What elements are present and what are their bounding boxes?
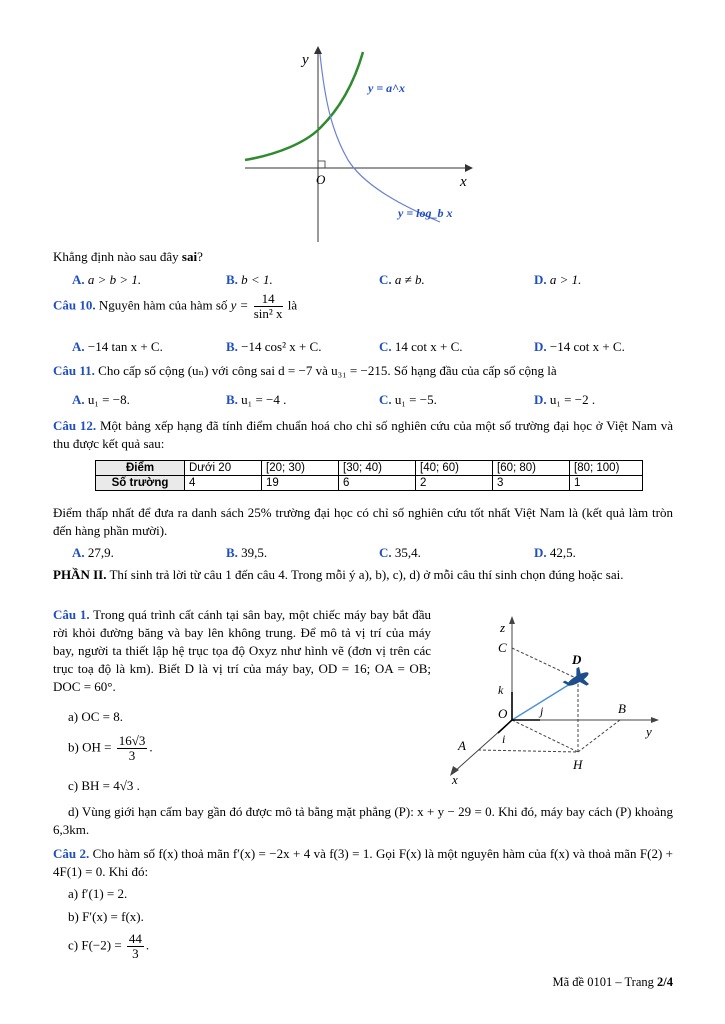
table-cell: 2 [416, 476, 493, 491]
oh-dashed [512, 720, 578, 752]
table-cell: Dưới 20 [185, 461, 262, 476]
table-cell: [60; 80) [493, 461, 570, 476]
q12-question: Điểm thấp nhất để đưa ra danh sách 25% trường đại học có chỉ số nghiên cứu tốt nhất Việt Nam là (kết quả làm tròn đến hàng phần mười). [53, 505, 673, 538]
c2-c-fraction: $\frac{44}{3}$ [128, 931, 142, 961]
q10-option-d[interactable]: D. −14 cot x + C. [534, 339, 625, 354]
q11-option-a[interactable]: A. u₁ = −8. [72, 392, 130, 407]
q11-option-b[interactable]: B. u₁ = −4 . [226, 392, 287, 407]
c2-c[interactable]: c) F(−2) = $\frac{44}{3}$ . [68, 931, 150, 961]
q9-option-a[interactable]: A. a > b > 1. [72, 272, 142, 287]
c1-a[interactable]: a) OC = 8. [68, 709, 123, 724]
c2-b[interactable]: b) F′(x) = f(x). [68, 909, 144, 924]
y-arrow [651, 717, 659, 723]
curve1-label: y = a^x [368, 81, 406, 95]
y-label: y [302, 52, 309, 68]
curve-exponential [245, 52, 363, 160]
c1-b[interactable]: b) OH = $\frac{16√3}{3}$ . [68, 733, 153, 763]
fig-z: z [500, 620, 506, 635]
c1-stem: Câu 1. Trong quá trình cất cánh tại sân bay, một chiếc máy bay bắt đầu rời khỏi đường băng và bay lên không trung. Để mô tả vị trí của máy bay, người ta thiết lập hệ trục tọa độ Oxyz như hình vẽ (đơn vị trên các trục toạ độ là km). Biết D là vị trí của máy bay, OD = 16; OA = OB; DOC = 60°. [53, 607, 432, 694]
y-arrow [314, 46, 322, 54]
ah-dashed [478, 750, 578, 752]
right-angle-mark [318, 161, 325, 168]
q10-fraction: $\frac{14}{\text{sin² x}}$ [253, 291, 283, 321]
bh-dashed [578, 720, 620, 752]
airplane-3d-figure [440, 612, 675, 787]
part2-heading: PHẦN II. Thí sinh trả lời từ câu 1 đến câu 4. Trong mỗi ý a), b), c), d) ở mỗi câu thí sinh chọn đúng hoặc sai. [53, 567, 624, 582]
table-cell: [30; 40) [339, 461, 416, 476]
curve2-label: y = log_b x [398, 206, 453, 220]
fig-d: D [572, 652, 582, 667]
fig-k: k [498, 683, 504, 697]
q12-stem: Câu 12. Một bảng xếp hạng đã tính điểm chuẩn hoá cho chỉ số nghiên cứu của một số trường đại học ở Việt Nam và thu được kết quả sau: [53, 418, 673, 451]
c1-c[interactable]: c) BH = 4√3 . [68, 778, 140, 793]
q10-stem: Câu 10. Nguyên hàm của hàm số y = $\frac{14}{\text{sin² x}}$ là [53, 291, 298, 321]
q12-option-d[interactable]: D. 42,5. [534, 545, 576, 560]
table-cell: [40; 60) [416, 461, 493, 476]
table-cell: 4 [185, 476, 262, 491]
c2-a[interactable]: a) f′(1) = 2. [68, 886, 128, 901]
fig-i: i [502, 732, 506, 746]
q10-option-b[interactable]: B. −14 cos² x + C. [226, 339, 322, 354]
table-cell: [20; 30) [262, 461, 339, 476]
fig-o: O [498, 706, 508, 721]
c1-d[interactable]: d) Vùng giới hạn cấm bay gần đó được mô tả bằng mặt phẳng (P): x + y − 29 = 0. Khi đó, máy bay cách (P) khoảng 6,3km. [53, 804, 673, 837]
fig-h: H [573, 757, 583, 772]
fig-j: j [540, 704, 544, 718]
q11-stem: Câu 11. Cho cấp số cộng (uₙ) với công sai d = −7 và u₃₁ = −215. Số hạng đầu của cấp số cộng là [53, 363, 557, 378]
curve-logarithm [320, 54, 440, 222]
table-header-so-truong: Số trường [96, 476, 185, 491]
q11-option-d[interactable]: D. u₁ = −2 . [534, 392, 596, 407]
q9-option-b[interactable]: B. b < 1. [226, 272, 273, 287]
q9-option-d[interactable]: D. a > 1. [534, 272, 582, 287]
page-footer: Mã đề 0101 – Trang 2/4 [552, 975, 673, 989]
q12-option-b[interactable]: B. 39,5. [226, 545, 268, 560]
c1-b-fraction: $\frac{16√3}{3}$ [118, 733, 146, 763]
fig-a: A [458, 738, 466, 753]
q9-option-c[interactable]: C. a ≠ b. [379, 272, 425, 287]
table-cell: 19 [262, 476, 339, 491]
x-label: x [460, 174, 467, 190]
fig-b: B [618, 701, 626, 716]
q9-stem: Khẳng định nào sau đây sai? [53, 249, 203, 264]
q12-option-a[interactable]: A. 27,9. [72, 545, 114, 560]
fig-y: y [646, 724, 652, 739]
table-cell: 6 [339, 476, 416, 491]
q12-table [95, 460, 643, 491]
airplane-icon [560, 664, 593, 695]
table-cell: 1 [570, 476, 643, 491]
q11-option-c[interactable]: C. u₁ = −5. [379, 392, 437, 407]
table-row [96, 476, 643, 491]
table-cell: 3 [493, 476, 570, 491]
table-cell: [80; 100) [570, 461, 643, 476]
origin-label: O [316, 172, 326, 187]
table-header-diem: Điểm [96, 461, 185, 476]
q12-option-c[interactable]: C. 35,4. [379, 545, 421, 560]
x-arrow [465, 164, 473, 172]
q10-option-a[interactable]: A. −14 tan x + C. [72, 339, 163, 354]
c2-stem: Câu 2. Cho hàm số f(x) thoả mãn f′(x) = −2x + 4 và f(3) = 1. Gọi F(x) là một nguyên hàm của f(x) và thoả mãn F(2) + 4F(1) = 0. Khi đó: [53, 846, 673, 879]
z-arrow [509, 616, 515, 624]
fig-x: x [452, 772, 458, 787]
q10-option-c[interactable]: C. 14 cot x + C. [379, 339, 463, 354]
cd-dashed [512, 648, 578, 679]
exp-log-graph [240, 42, 480, 247]
table-row [96, 461, 643, 476]
fig-c: C [498, 640, 507, 655]
